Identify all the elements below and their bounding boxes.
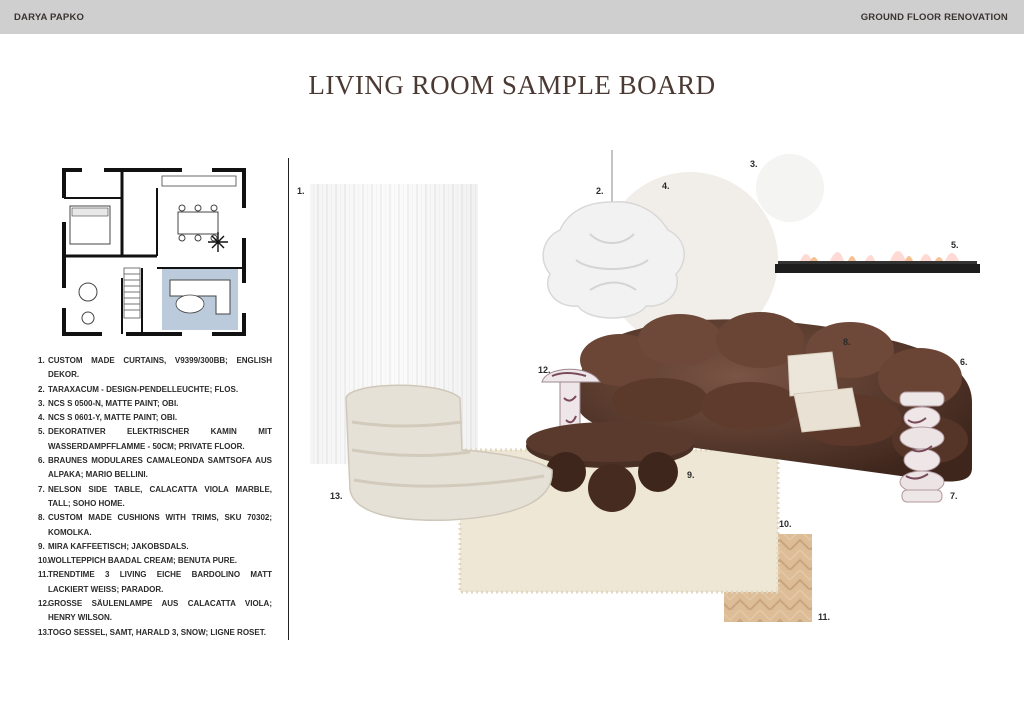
marker-8: 8. (843, 337, 851, 347)
marker-10: 10. (779, 519, 792, 529)
moodboard-collage (290, 150, 1024, 640)
brand-name: DARYA PAPKO (14, 12, 85, 23)
legend-item: 6. BRAUNES MODULARES CAMALEONDA SAMTSOFA AUS ALPAKA; MARIO BELLINI. (38, 456, 272, 480)
materials-legend (38, 354, 272, 640)
legend-item: 11. TRENDTIME 3 LIVING EICHE BARDOLINO MATT LACKIERT WEISS; PARADOR. (38, 570, 272, 594)
legend-item: 1. CUSTOM MADE CURTAINS, V9399/300BB; ENGLISH DEKOR. (38, 356, 272, 380)
legend-item: 5. DEKORATIVER ELEKTRISCHER KAMIN MIT WASSERDAMPFFLAMME - 50CM; PRIVATE FLOOR. (38, 427, 272, 451)
marker-11: 11. (818, 612, 831, 622)
marker-3: 3. (750, 159, 758, 169)
paint-swatch-white (756, 154, 824, 222)
fireplace-image (775, 251, 980, 273)
legend-item: 3. NCS S 0500-N, MATTE PAINT; OBI. (38, 398, 179, 408)
marker-13: 13. (330, 491, 343, 501)
legend-item: 9. MIRA KAFFEETISCH; JAKOBSDALS. (38, 541, 189, 551)
legend-item: 10. WOLLTEPPICH BAADAL CREAM; BENUTA PURE. (38, 556, 238, 566)
marker-7: 7. (950, 491, 958, 501)
marker-12: 12. (538, 365, 551, 375)
legend-item: 4. NCS S 0601-Y, MATTE PAINT; OBI. (38, 413, 178, 423)
legend-item: 8. CUSTOM MADE CUSHIONS WITH TRIMS, SKU 70302; KOMOLKA. (38, 513, 272, 537)
legend-item: 13. TOGO SESSEL, SAMT, HARALD 3, SNOW; LIGNE ROSET. (38, 627, 266, 637)
project-name: GROUND FLOOR RENOVATION (860, 12, 1008, 23)
legend-item: 7. NELSON SIDE TABLE, CALACATTA VIOLA MARBLE, TALL; SOHO HOME. (38, 484, 272, 508)
column-divider (288, 158, 289, 640)
marker-4: 4. (662, 181, 670, 191)
floor-plan (62, 168, 246, 336)
legend-item: 12. GROSSE SÄULENLAMPE AUS CALACATTA VIOLA; HENRY WILSON. (38, 599, 272, 623)
marker-6: 6. (960, 357, 968, 367)
header-bar (0, 0, 1024, 34)
cushion-2 (794, 388, 860, 432)
marker-1: 1. (297, 186, 305, 196)
page-title: LIVING ROOM SAMPLE BOARD (308, 70, 716, 100)
marker-9: 9. (687, 470, 695, 480)
marker-2: 2. (596, 186, 604, 196)
legend-item: 2. TARAXACUM - DESIGN-PENDELLEUCHTE; FLOS. (38, 384, 239, 394)
cushion-1 (788, 352, 838, 396)
marker-5: 5. (951, 240, 959, 250)
